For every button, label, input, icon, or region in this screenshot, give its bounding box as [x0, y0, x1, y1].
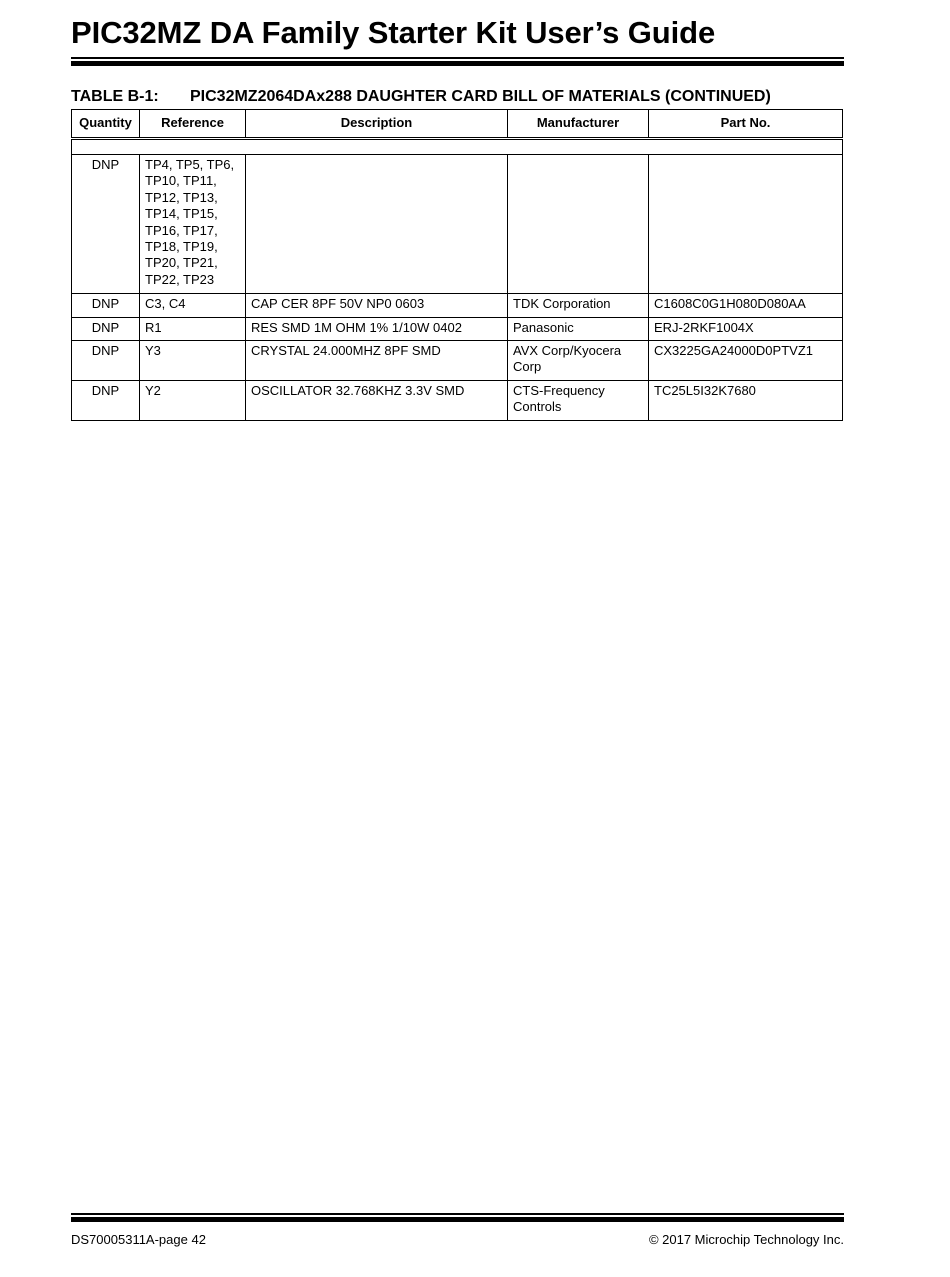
- cell-description: CRYSTAL 24.000MHZ 8PF SMD: [246, 341, 508, 381]
- column-header-description: Description: [246, 110, 508, 139]
- header-rule-top: [71, 57, 844, 59]
- table-header-row: [72, 110, 843, 139]
- cell-part-no: ERJ-2RKF1004X: [649, 317, 843, 340]
- cell-description: CAP CER 8PF 50V NP0 0603: [246, 294, 508, 317]
- cell-description: RES SMD 1M OHM 1% 1/10W 0402: [246, 317, 508, 340]
- cell-description: OSCILLATOR 32.768KHZ 3.3V SMD: [246, 380, 508, 420]
- cell-manufacturer: CTS-Frequency Controls: [508, 380, 649, 420]
- table-row: [72, 317, 843, 340]
- table-row: [72, 155, 843, 294]
- table-row: [72, 294, 843, 317]
- cell-part-no: CX3225GA24000D0PTVZ1: [649, 341, 843, 381]
- column-header-part-no: Part No.: [649, 110, 843, 139]
- table-caption: [71, 88, 771, 106]
- cell-manufacturer: [508, 155, 649, 294]
- column-header-quantity: Quantity: [72, 110, 140, 139]
- footer-rule-bottom: [71, 1217, 844, 1222]
- footer-rule-top: [71, 1213, 844, 1215]
- table-caption-label: TABLE B-1:: [71, 88, 159, 105]
- cell-reference: TP4, TP5, TP6, TP10, TP11, TP12, TP13, TP14, TP15, TP16, TP17, TP18, TP19, TP20, TP21, TP22, TP23: [140, 155, 246, 294]
- table-row: [72, 341, 843, 381]
- table-spacer-row: [72, 139, 843, 155]
- cell-manufacturer: AVX Corp/Kyocera Corp: [508, 341, 649, 381]
- cell-part-no: TC25L5I32K7680: [649, 380, 843, 420]
- cell-reference: Y3: [140, 341, 246, 381]
- cell-part-no: [649, 155, 843, 294]
- cell-part-no: C1608C0G1H080D080AA: [649, 294, 843, 317]
- table-row: [72, 380, 843, 420]
- table-spacer-cell: [72, 139, 843, 155]
- bill-of-materials-table: [71, 109, 843, 421]
- cell-quantity: DNP: [72, 317, 140, 340]
- cell-quantity: DNP: [72, 341, 140, 381]
- cell-quantity: DNP: [72, 380, 140, 420]
- page-title: PIC32MZ DA Family Starter Kit User’s Guide: [71, 15, 716, 50]
- column-header-manufacturer: Manufacturer: [508, 110, 649, 139]
- cell-manufacturer: TDK Corporation: [508, 294, 649, 317]
- cell-quantity: DNP: [72, 155, 140, 294]
- header-rule-bottom: [71, 61, 844, 66]
- cell-manufacturer: Panasonic: [508, 317, 649, 340]
- cell-description: [246, 155, 508, 294]
- column-header-reference: Reference: [140, 110, 246, 139]
- cell-reference: Y2: [140, 380, 246, 420]
- footer-page-number: DS70005311A-page 42: [71, 1232, 206, 1247]
- cell-reference: C3, C4: [140, 294, 246, 317]
- cell-reference: R1: [140, 317, 246, 340]
- table-caption-title: PIC32MZ2064DAx288 DAUGHTER CARD BILL OF MATERIALS (CONTINUED): [190, 88, 771, 105]
- cell-quantity: DNP: [72, 294, 140, 317]
- footer-copyright: © 2017 Microchip Technology Inc.: [648, 1232, 844, 1247]
